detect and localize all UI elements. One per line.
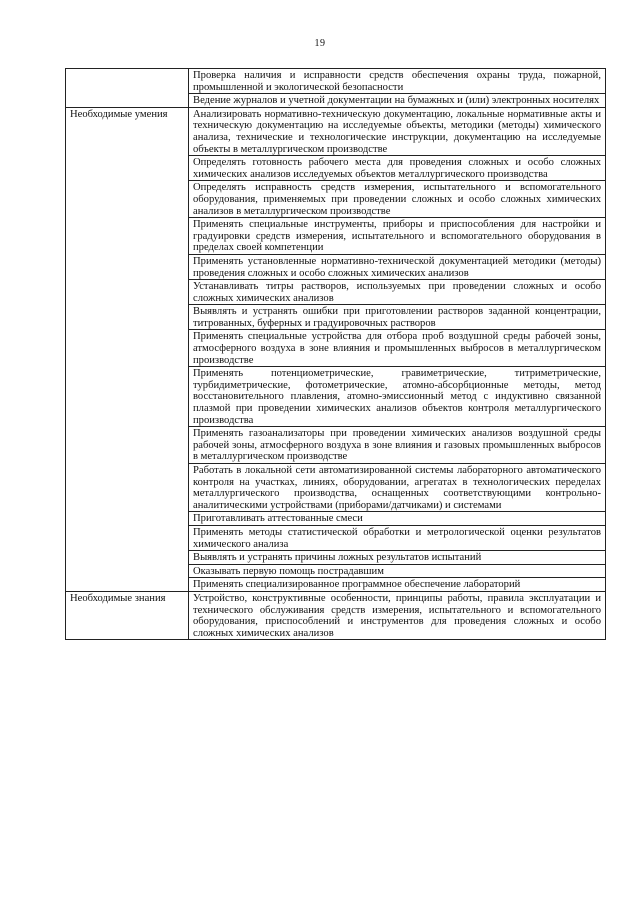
requirement-item: Устройство, конструктивные особенности, принципы работы, правила эксплуатации и технического обслуживания средств измерения, испытательного и вспомогательного оборудования, приспособлений и инструментов для проведения сложных и особо сложных химических анализов [189, 591, 606, 639]
requirement-item: Выявлять и устранять причины ложных результатов испытаний [189, 551, 606, 565]
section-label: Необходимые умения [66, 107, 189, 591]
requirement-item: Применять газоанализаторы при проведении химических анализов воздушной среды рабочей зоны, атмосферного воздуха в зоне влияния и газовых промышленных выбросов в металлургическом производстве [189, 427, 606, 464]
table-row [66, 591, 606, 639]
requirement-item: Выявлять и устранять ошибки при приготовлении растворов заданной концентрации, титрованных, буферных и градуировочных растворов [189, 305, 606, 330]
requirement-item: Устанавливать титры растворов, используемых при проведении сложных и особо сложных химических анализов [189, 280, 606, 305]
requirement-item: Определять готовность рабочего места для проведения сложных и особо сложных химических анализов исследуемых объектов металлургического производства [189, 156, 606, 181]
requirement-item: Применять специальные устройства для отбора проб воздушной среды рабочей зоны, атмосферного воздуха в зоне влияния и промышленных выбросов в металлургическом производстве [189, 330, 606, 367]
requirement-item: Применять специализированное программное обеспечение лабораторий [189, 578, 606, 592]
section-label: Необходимые знания [66, 591, 189, 639]
requirement-item: Применять установленные нормативно-технической документацией методики (методы) проведения сложных и особо сложных химических анализов [189, 254, 606, 279]
requirement-item: Анализировать нормативно-техническую документацию, локальные нормативные акты и техническую документацию на исследуемые объекты, методики (методы) химического анализа, технические и технологические инструкции, документацию на исследуемые объекты в металлургическом производстве [189, 107, 606, 155]
requirements-table [65, 68, 606, 640]
requirement-item: Приготавливать аттестованные смеси [189, 512, 606, 526]
requirement-item: Оказывать первую помощь пострадавшим [189, 564, 606, 578]
requirement-item: Применять потенциометрические, гравиметрические, титриметрические, турбидиметрические, фотометрические, атомно-абсорбционные методы, метод восстановительного плавления, атомно-эмиссионный метод с индуктивно связанной плазмой при проведении химических анализов объектов контроля металлургического производства [189, 367, 606, 427]
requirement-item: Применять методы статистической обработки и метрологической оценки результатов химического анализа [189, 525, 606, 550]
requirement-item: Проверка наличия и исправности средств обеспечения охраны труда, пожарной, промышленной и экологической безопасности [189, 69, 606, 94]
requirement-item: Ведение журналов и учетной документации на бумажных и (или) электронных носителях [189, 94, 606, 108]
requirement-item: Работать в локальной сети автоматизированной системы лабораторного автоматического контроля на участках, линиях, оборудовании, агрегатах в технологических переделах металлургического производства, оснащенных соответствующими контрольно-аналитическими устройствами (приборами/датчиками) и системами [189, 464, 606, 512]
section-label [66, 69, 189, 108]
requirement-item: Применять специальные инструменты, приборы и приспособления для настройки и градуировки средств измерения, испытательного и вспомогательного оборудования в пределах своей компетенции [189, 218, 606, 255]
table-row [66, 69, 606, 94]
requirement-item: Определять исправность средств измерения, испытательного и вспомогательного оборудования, применяемых при проведении сложных и особо сложных химических анализов в металлургическом производстве [189, 181, 606, 218]
table-row [66, 107, 606, 155]
page-number: 19 [314, 38, 326, 49]
